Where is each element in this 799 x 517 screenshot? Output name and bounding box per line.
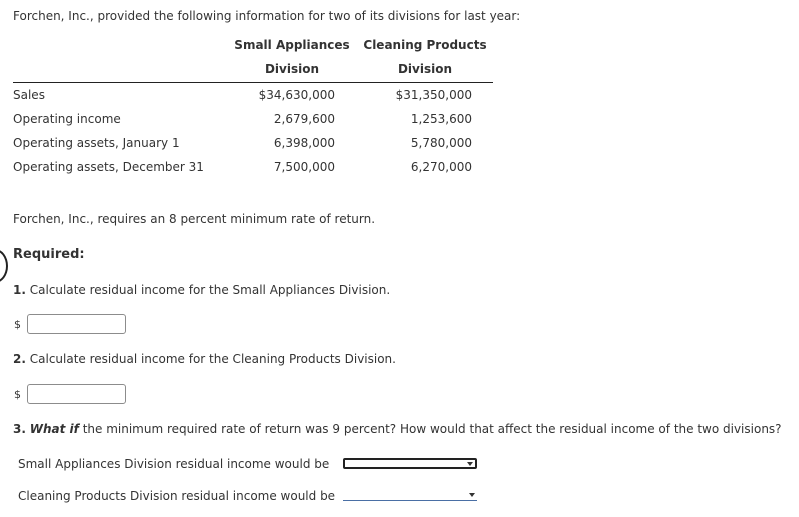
intro-text: Forchen, Inc., provided the following information for two of its divisions for last year: xyxy=(13,9,521,23)
small-appliances-effect-label: Small Appliances Division residual income would be xyxy=(18,457,330,471)
row-small-value: $34,630,000 xyxy=(258,88,335,102)
header-cleaning-products: Cleaning Products xyxy=(363,38,487,52)
question-1-text: Calculate residual income for the Small Appliances Division. xyxy=(29,283,391,297)
question-1 xyxy=(13,283,390,297)
header-small-appliances: Small Appliances xyxy=(234,38,350,52)
question-3-text: the minimum required rate of return was 9 percent? How would that affect the residual income of the two divisions? xyxy=(82,422,782,436)
cleaning-products-residual-income-input[interactable] xyxy=(27,384,126,404)
row-label: Operating income xyxy=(13,112,121,126)
row-small-value: 2,679,600 xyxy=(273,112,335,126)
row-cleaning-value: $31,350,000 xyxy=(395,88,472,102)
table-header-rule xyxy=(13,82,493,83)
row-label: Operating assets, December 31 xyxy=(13,160,204,174)
dropdown-underline xyxy=(343,500,477,501)
header-small-division: Division xyxy=(264,62,320,76)
min-rate-text: Forchen, Inc., requires an 8 percent minimum rate of return. xyxy=(13,212,376,226)
row-label: Sales xyxy=(13,88,45,102)
question-2-text: Calculate residual income for the Cleaning Products Division. xyxy=(29,352,396,366)
row-cleaning-value: 5,780,000 xyxy=(410,136,472,150)
question-2-number: 2. xyxy=(13,352,26,366)
cleaning-products-effect-label: Cleaning Products Division residual income would be xyxy=(18,489,336,503)
small-appliances-effect-dropdown[interactable] xyxy=(343,458,477,469)
header-cleaning-division: Division xyxy=(397,62,453,76)
question-3-number: 3. xyxy=(13,422,26,436)
page-edge-marker xyxy=(0,249,8,283)
question-2 xyxy=(13,352,396,366)
question-3-what-if: What if xyxy=(29,422,79,436)
chevron-down-icon[interactable] xyxy=(469,493,475,497)
row-cleaning-value: 6,270,000 xyxy=(410,160,472,174)
row-cleaning-value: 1,253,600 xyxy=(410,112,472,126)
dollar-sign: $ xyxy=(14,318,21,331)
required-heading: Required: xyxy=(13,247,85,262)
dollar-sign: $ xyxy=(14,388,21,401)
question-3 xyxy=(13,422,782,436)
row-label: Operating assets, January 1 xyxy=(13,136,180,150)
chevron-down-icon[interactable] xyxy=(467,462,473,466)
cleaning-products-effect-dropdown[interactable] xyxy=(343,490,477,501)
row-small-value: 7,500,000 xyxy=(273,160,335,174)
row-small-value: 6,398,000 xyxy=(273,136,335,150)
small-appliances-residual-income-input[interactable] xyxy=(27,314,126,334)
question-1-number: 1. xyxy=(13,283,26,297)
